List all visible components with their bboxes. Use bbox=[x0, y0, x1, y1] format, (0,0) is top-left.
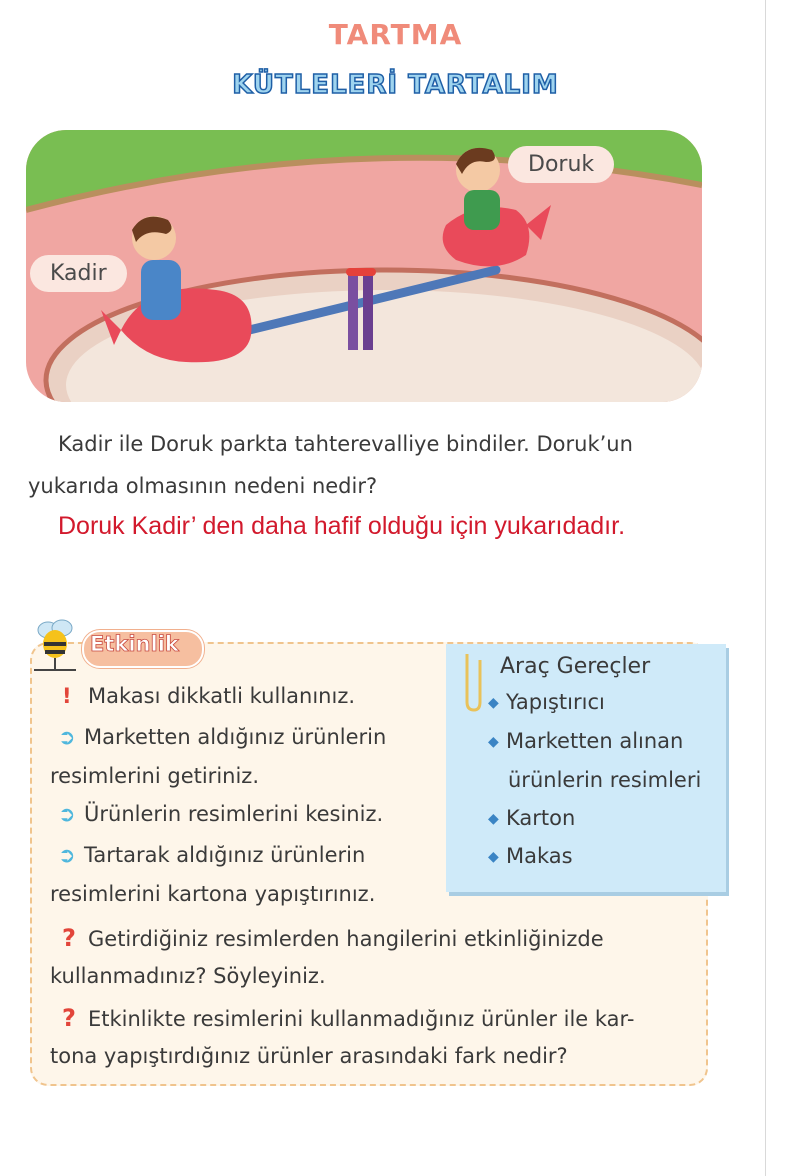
materials-item: ◆ Makas bbox=[488, 844, 573, 868]
activity-line: ➲ Marketten aldığınız ürünlerin bbox=[58, 725, 387, 749]
seesaw-post-left bbox=[348, 270, 358, 350]
question-line-2: yukarıda olmasının nedeni nedir? bbox=[28, 474, 378, 498]
activity-label: Etkinlik bbox=[90, 632, 179, 656]
activity-line: ? Getirdiğiniz resimlerden hangilerini etkinliğinizde bbox=[62, 924, 604, 952]
arrow-icon: ➲ bbox=[58, 725, 76, 749]
paperclip-icon bbox=[462, 652, 482, 714]
arrow-icon: ➲ bbox=[58, 843, 76, 867]
question-icon: ? bbox=[62, 1004, 76, 1032]
seesaw-pivot bbox=[346, 268, 376, 276]
materials-item: ◆ Karton bbox=[488, 806, 576, 830]
name-tag-doruk: Doruk bbox=[508, 146, 614, 183]
warning-icon: ! bbox=[62, 684, 72, 708]
activity-line: ! Makası dikkatli kullanınız. bbox=[62, 684, 356, 708]
activity-line: resimlerini getiriniz. bbox=[50, 764, 259, 788]
bullet-icon: ◆ bbox=[488, 849, 499, 865]
activity-line: ➲ Tartarak aldığınız ürünlerin bbox=[58, 843, 366, 867]
question-icon: ? bbox=[62, 924, 76, 952]
bullet-icon: ◆ bbox=[488, 734, 499, 750]
page-subtitle bbox=[0, 70, 791, 100]
name-tag-kadir: Kadir bbox=[30, 255, 127, 292]
materials-title: Araç Gereçler bbox=[500, 654, 651, 679]
page-subtitle-text: KÜTLELERİ TARTALIM bbox=[232, 70, 559, 100]
doruk-body bbox=[464, 190, 500, 230]
materials-item: ◆ Marketten alınan bbox=[488, 729, 684, 753]
arrow-icon: ➲ bbox=[58, 802, 76, 826]
materials-item: ◆ Yapıştırıcı bbox=[488, 690, 605, 714]
bee-mascot-icon bbox=[28, 612, 82, 672]
bullet-icon: ◆ bbox=[488, 811, 499, 827]
activity-line: ? Etkinlikte resimlerini kullanmadığınız ürünler ile kar- bbox=[62, 1004, 635, 1032]
materials-item: ürünlerin resimleri bbox=[508, 768, 702, 792]
page-edge-line bbox=[765, 0, 766, 1176]
seesaw-post-right bbox=[363, 270, 373, 350]
question-line-1: Kadir ile Doruk parkta tahterevalliye bindiler. Doruk’un bbox=[58, 432, 633, 456]
handwritten-answer: Doruk Kadir’ den daha hafif olduğu için yukarıdadır. bbox=[58, 512, 626, 540]
activity-line: tona yapıştırdığınız ürünler arasındaki fark nedir? bbox=[50, 1044, 568, 1068]
kadir-body bbox=[141, 260, 181, 320]
activity-line: ➲ Ürünlerin resimlerini kesiniz. bbox=[58, 802, 384, 826]
page-title: TARTMA bbox=[328, 18, 463, 51]
activity-line: resimlerini kartona yapıştırınız. bbox=[50, 882, 376, 906]
activity-line: kullanmadınız? Söyleyiniz. bbox=[50, 964, 326, 988]
bullet-icon: ◆ bbox=[488, 695, 499, 711]
